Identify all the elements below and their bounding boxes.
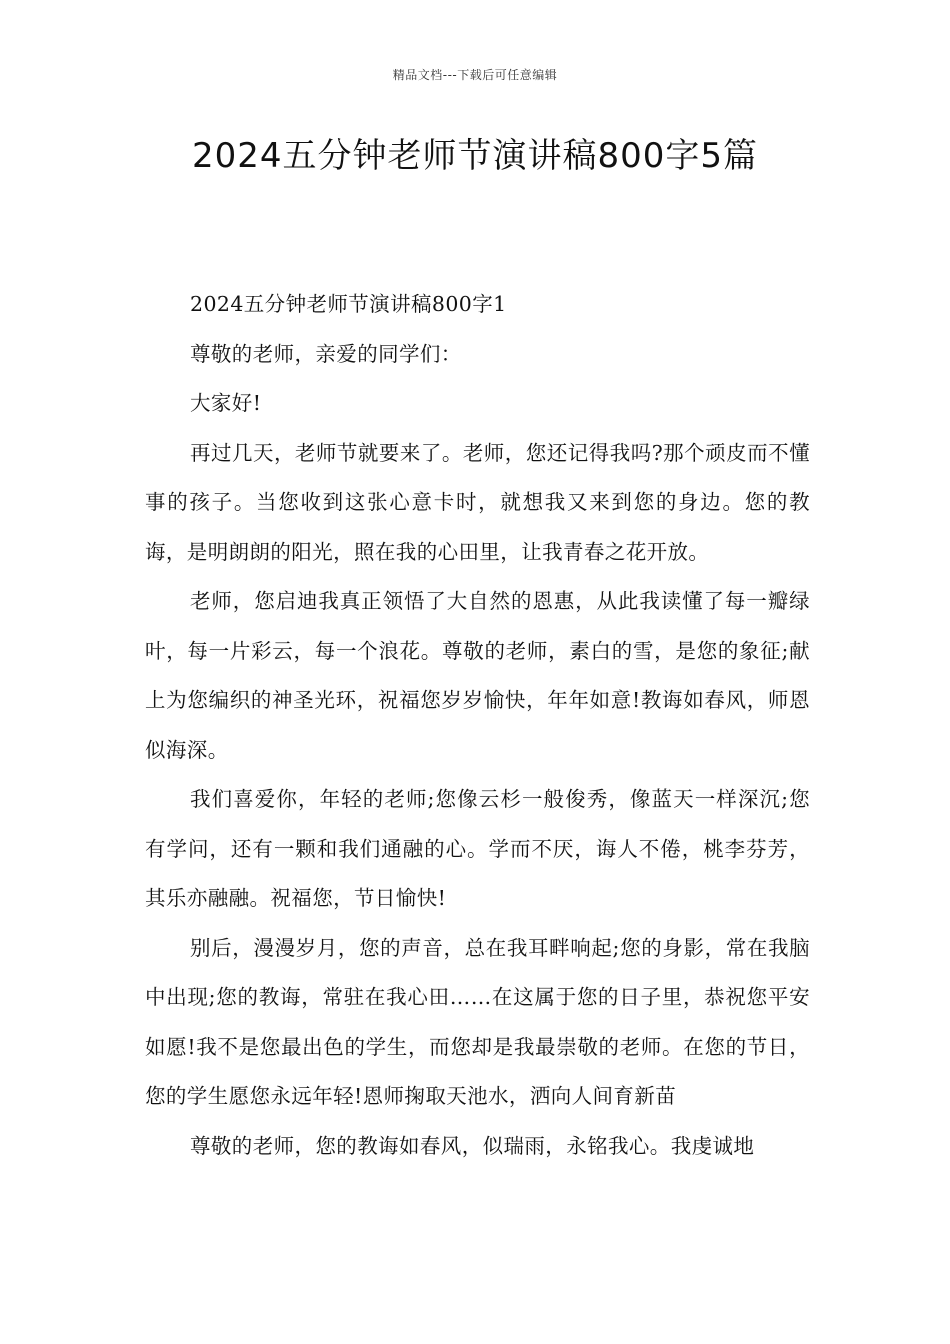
paragraph: 我们喜爱你，年轻的老师;您像云杉一般俊秀，像蓝天一样深沉;您有学问，还有一颗和我们通融的心。学而不厌，诲人不倦，桃李芬芳，其乐亦融融。祝福您，节日愉快!: [145, 787, 810, 910]
salutation: 尊敬的老师，亲爱的同学们：: [190, 341, 462, 366]
paragraph: 别后，漫漫岁月，您的声音，总在我耳畔响起;您的身影，常在我脑中出现;您的教诲，常驻在我心田……在这属于您的日子里，恭祝您平安如愿!我不是您最出色的学生，而您却是我最崇敬的老师。在您的节日，您的学生愿您永远年轻!恩师掬取天池水，洒向人间育新苗: [145, 935, 810, 1108]
document-title: 2024五分钟老师节演讲稿800字5篇: [191, 136, 759, 176]
header-note: 精品文档---下载后可任意编辑: [392, 68, 558, 82]
paragraph: 再过几天，老师节就要来了。老师，您还记得我吗?那个顽皮而不懂事的孩子。当您收到这张心意卡时，就想我又来到您的身边。您的教诲，是明朗朗的阳光，照在我的心田里，让我青春之花开放。: [145, 440, 810, 564]
greeting: 大家好!: [190, 391, 262, 415]
speech-subtitle: 2024五分钟老师节演讲稿800字1: [190, 292, 507, 316]
paragraph: 尊敬的老师，您的教诲如春风，似瑞雨，永铭我心。我虔诚地: [190, 1133, 755, 1158]
document-body: [145, 280, 810, 1171]
paragraph: 老师，您启迪我真正领悟了大自然的恩惠，从此我读懂了每一瓣绿叶，每一片彩云，每一个浪花。尊敬的老师，素白的雪，是您的象征;献上为您编织的神圣光环，祝福您岁岁愉快，年年如意!教诲如春风，师恩似海深。: [145, 589, 810, 762]
